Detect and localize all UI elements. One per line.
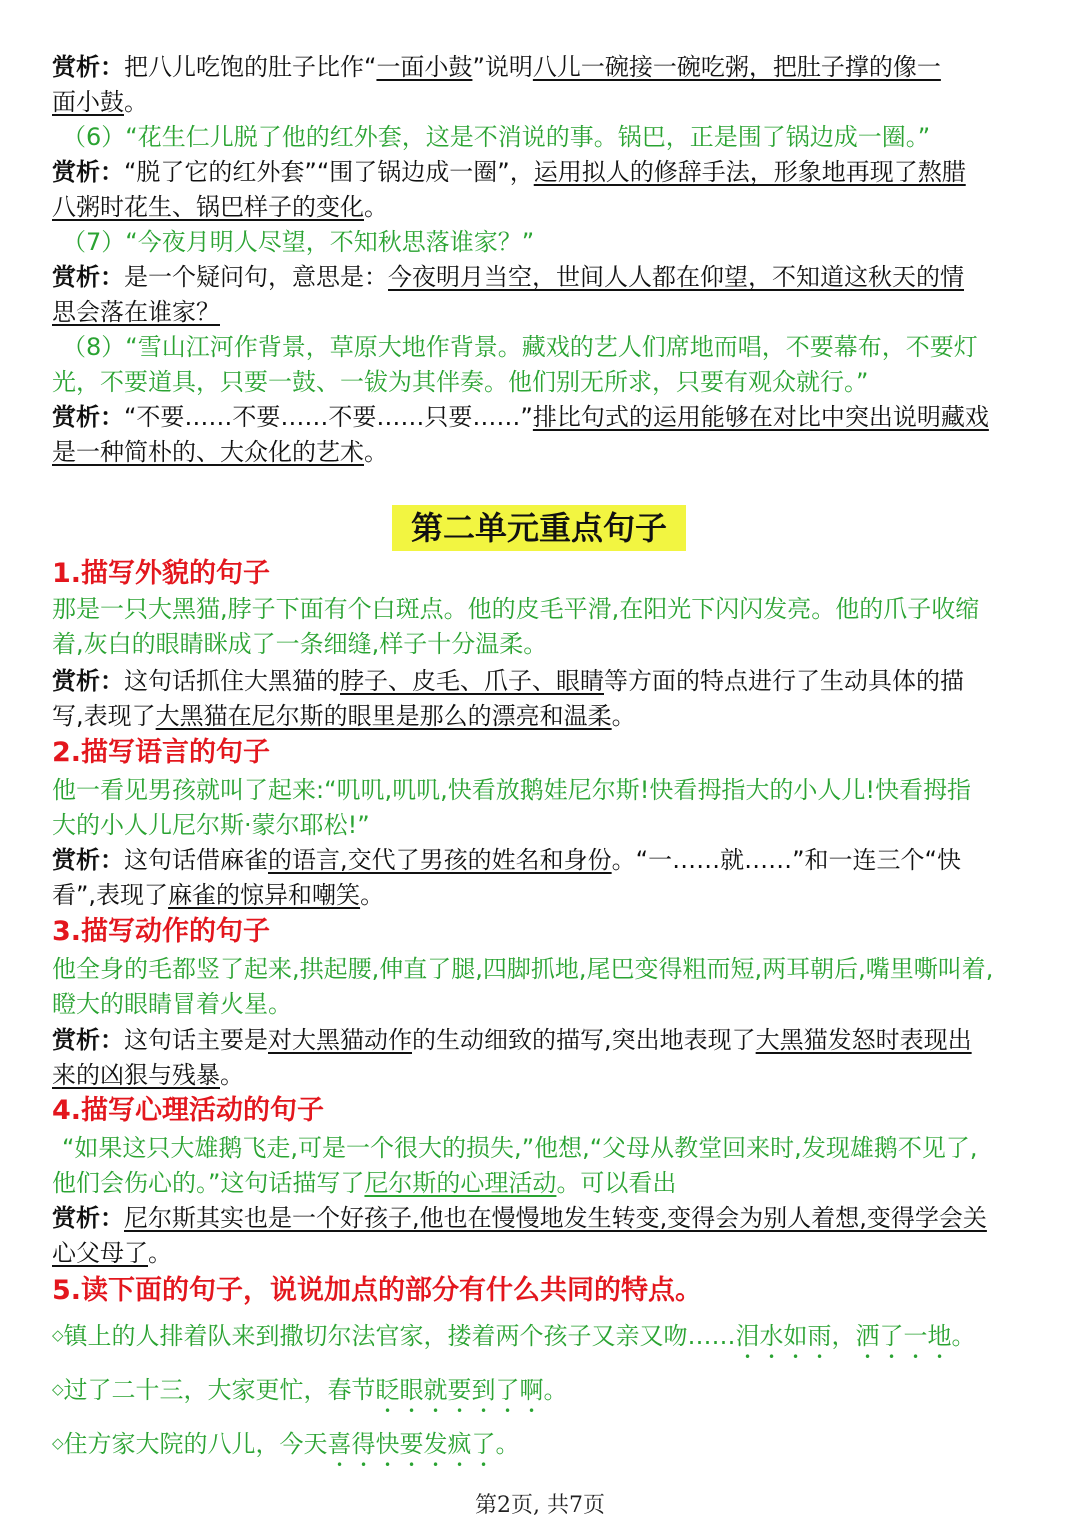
text: 。 <box>148 1239 172 1267</box>
analysis-8-line-2 <box>52 435 1028 470</box>
passage-3-line-1: 他全身的毛都竖了起来,拱起腰,伸直了腿,四脚抓地,尾巴变得粗而短,两耳朝后,嘴里嘶叫着, <box>52 955 994 983</box>
diamond-bullet-icon: ◇ <box>52 1434 64 1452</box>
underlined-text: 尼尔斯其实也是一个好孩子,他也在慢慢地发生转变,变得会为别人着想,变得学会关 <box>124 1204 987 1232</box>
underlined-text: 对大黑猫动作 <box>268 1026 412 1054</box>
text: 住方家大院的八儿，今天 <box>63 1430 328 1458</box>
dotted-text: 眨眼就要到了啊 <box>375 1376 544 1404</box>
underlined-text: 排比句式的运用能够在对比中突出说明藏戏 <box>532 403 989 431</box>
passage-2-line-2: 大的小人儿尼尔斯·蒙尔耶松!” <box>52 811 370 839</box>
analysis-7-line-2 <box>52 295 1028 330</box>
analysis-a4-line-1 <box>52 1201 1028 1236</box>
underlined-text: 大黑猫发怒时表现出 <box>755 1026 972 1054</box>
quote-8-line-2: 光，不要道具，只要一鼓、一钹为其伴奏。他们别无所求，只要有观众就行。” <box>52 368 869 396</box>
quote-6: （6）“花生仁儿脱了他的红外套，这是不消说的事。锅巴，正是围了锅边成一圈。” <box>62 123 931 151</box>
analysis-7-line-1 <box>52 260 1028 295</box>
text: 。 <box>220 1061 244 1089</box>
text: 把八儿吃饱的肚子比作“ <box>124 53 377 81</box>
analysis-label: 赏析： <box>52 158 124 186</box>
heading-1: 1.描写外貌的句子 <box>52 558 271 589</box>
text: 。 <box>543 1376 568 1404</box>
passage-4-line-2 <box>52 1166 1028 1201</box>
analysis-8-line-1 <box>52 400 1028 435</box>
text: 是一个疑问句，意思是： <box>124 263 388 291</box>
analysis-label: 赏析： <box>52 667 124 695</box>
text: 他们会伤心的。”这句话描写了 <box>52 1169 365 1197</box>
underlined-text: 脖子、皮毛、爪子、眼睛 <box>340 667 604 695</box>
text: 。 <box>364 193 388 221</box>
dotted-text: 喜得快要发疯了 <box>327 1430 496 1458</box>
underlined-text: 麻雀的惊异和嘲笑 <box>168 881 361 909</box>
text: 。可以看出 <box>556 1169 677 1197</box>
example-2 <box>52 1372 1028 1418</box>
analysis-a2-line-2 <box>52 878 1028 913</box>
analysis-a1-line-2 <box>52 699 1028 734</box>
passage-3-line-2: 瞪大的眼睛冒着火星。 <box>52 990 292 1018</box>
analysis-6-line-2 <box>52 190 1028 225</box>
heading-4: 4.描写心理活动的句子 <box>52 1095 325 1126</box>
analysis-a3-line-1 <box>52 1023 1028 1058</box>
heading-5: 5.读下面的句子，说说加点的部分有什么共同的特点。 <box>52 1275 703 1306</box>
analysis-label: 赏析： <box>52 1204 124 1232</box>
underlined-text: 一面小鼓 <box>376 53 473 81</box>
underlined-text: 的语言,交代了男孩的姓名和身份 <box>268 846 612 874</box>
text: 看”,表现了 <box>52 881 169 909</box>
text: 。 <box>951 1322 976 1350</box>
text: ”说明 <box>472 53 533 81</box>
analysis-label: 赏析： <box>52 263 124 291</box>
text: 。 <box>124 88 148 116</box>
analysis-a1-line-1 <box>52 664 1028 699</box>
diamond-bullet-icon: ◇ <box>52 1326 64 1344</box>
underlined-text: 尼尔斯的心理活动 <box>364 1169 557 1197</box>
analysis-label: 赏析： <box>52 846 124 874</box>
quote-8-line-1: （8）“雪山江河作背景，草原大地作背景。藏戏的艺人们席地而唱，不要幕布，不要灯 <box>62 333 978 361</box>
text: 过了二十三，大家更忙，春节 <box>63 1376 376 1404</box>
passage-4-line-1: “如果这只大雄鹅飞走,可是一个很大的损失,”他想,“父母从教堂回来时,发现雄鹅不见了, <box>62 1134 978 1162</box>
analysis-1-line-1 <box>52 50 1028 85</box>
text: 这句话借麻雀 <box>124 846 268 874</box>
passage-1-line-2: 着,灰白的眼睛眯成了一条细缝,样子十分温柔。 <box>52 630 548 658</box>
text: 的生动细致的描写,突出地表现了 <box>412 1026 756 1054</box>
text: 。 <box>364 438 388 466</box>
text: 。“一……就……”和一连三个“快 <box>611 846 961 874</box>
analysis-label: 赏析： <box>52 53 124 81</box>
example-1 <box>52 1318 1028 1364</box>
diamond-bullet-icon: ◇ <box>52 1380 64 1398</box>
analysis-a3-line-2 <box>52 1058 1028 1093</box>
text: 。 <box>360 881 385 909</box>
example-3 <box>52 1426 1028 1472</box>
analysis-6-line-1 <box>52 155 1028 190</box>
text: 这句话抓住大黑猫的 <box>124 667 340 695</box>
text: “脱了它的红外套”“围了锅边成一圈”， <box>124 158 534 186</box>
text: 。 <box>611 702 636 730</box>
text: 镇上的人排着队来到撒切尔法官家，搂着两个孩子又亲又吻…… <box>63 1322 736 1350</box>
quote-7: （7）“今夜月明人尽望，不知秋思落谁家？” <box>62 228 535 256</box>
text: 。 <box>495 1430 520 1458</box>
passage-2-line-1: 他一看见男孩就叫了起来:“叽叽,叽叽,快看放鹅娃尼尔斯!快看拇指大的小人儿!快看拇指 <box>52 776 972 804</box>
text: 写,表现了 <box>52 702 156 730</box>
analysis-a4-line-2 <box>52 1236 1028 1271</box>
underlined-text: 思会落在谁家？ <box>52 298 220 326</box>
underlined-text: 八粥时花生、锅巴样子的变化 <box>52 193 364 221</box>
heading-3: 3.描写动作的句子 <box>52 916 271 947</box>
analysis-label: 赏析： <box>52 1026 124 1054</box>
underlined-text: 运用拟人的修辞手法，形象地再现了熬腊 <box>533 158 966 186</box>
passage-1-line-1: 那是一只大黑猫,脖子下面有个白斑点。他的皮毛平滑,在阳光下闪闪发亮。他的爪子收缩 <box>52 595 980 623</box>
text: “不要……不要……不要……只要……” <box>124 403 533 431</box>
analysis-a2-line-1 <box>52 843 1028 878</box>
underlined-text: 来的凶狠与残暴 <box>52 1061 220 1089</box>
underlined-text: 今夜明月当空，世间人人都在仰望，不知道这秋天的情 <box>388 263 964 291</box>
underlined-text: 大黑猫在尼尔斯的眼里是那么的漂亮和温柔 <box>155 702 612 730</box>
heading-2: 2.描写语言的句子 <box>52 737 271 768</box>
dotted-text: 泪水如雨，洒了一地 <box>735 1322 952 1350</box>
underlined-text: 八儿一碗接一碗吃粥，把肚子撑的像一 <box>532 53 941 81</box>
text: 等方面的特点进行了生动具体的描 <box>604 667 964 695</box>
text: 这句话主要是 <box>124 1026 268 1054</box>
underlined-text: 是一种简朴的、大众化的艺术 <box>52 438 364 466</box>
underlined-text: 心父母了 <box>52 1239 148 1267</box>
underlined-text: 面小鼓 <box>52 88 124 116</box>
analysis-label: 赏析： <box>52 403 124 431</box>
analysis-1-line-2 <box>52 85 1028 120</box>
section-title: 第二单元重点句子 <box>392 505 686 551</box>
page-number: 第2页, 共7页 <box>475 1493 605 1518</box>
